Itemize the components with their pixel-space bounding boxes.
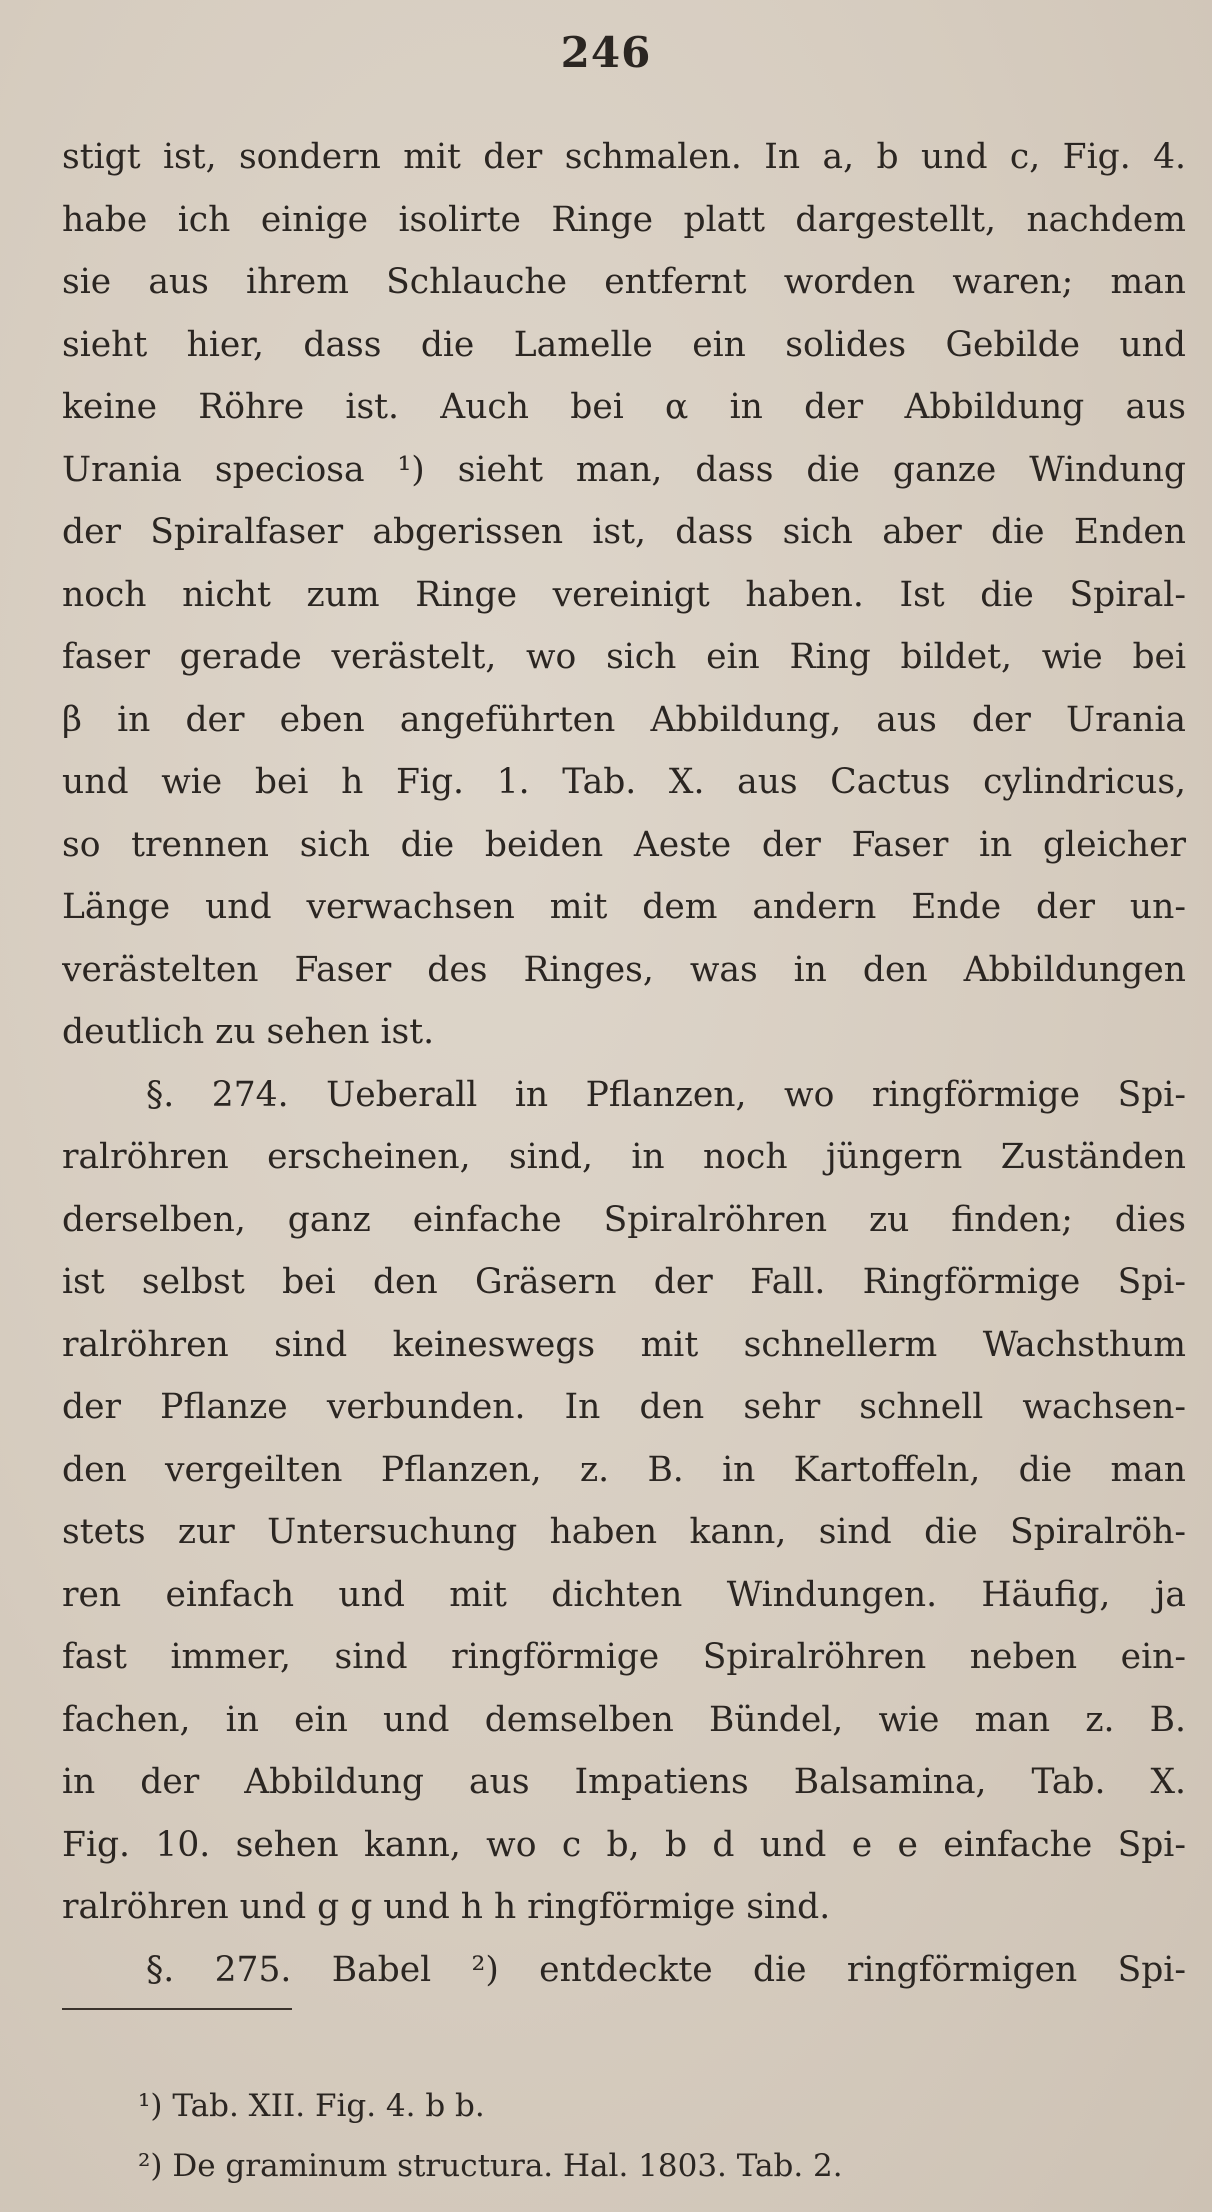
text-line: habe ich einige isolirte Ringe platt dargestellt, nachdem — [62, 199, 1186, 240]
text-line: fast immer, sind ringförmige Spiralröhren neben ein- — [62, 1637, 1186, 1677]
text-line: den vergeilten Pflanzen, z. B. in Kartoffeln, die man — [62, 1449, 1186, 1490]
text-line: fachen, in ein und demselben Bündel, wie man z. B. — [62, 1699, 1186, 1740]
text-line: in der Abbildung aus Impatiens Balsamina, Tab. X. — [62, 1762, 1186, 1802]
footnotes — [138, 2076, 1138, 2196]
text-line: ren einfach und mit dichten Windungen. Häufig, ja — [62, 1574, 1186, 1615]
footnote-divider — [62, 2008, 292, 2010]
text-line: sieht hier, dass die Lamelle ein solides Gebilde und — [62, 324, 1186, 365]
text-line: sie aus ihrem Schlauche entfernt worden waren; man — [62, 262, 1186, 302]
text-line: noch nicht zum Ringe vereinigt haben. Ist die Spiral- — [62, 574, 1186, 615]
page-number: 246 — [560, 28, 652, 77]
text-line: ralröhren sind keineswegs mit schnellerm Wachsthum — [62, 1324, 1186, 1365]
text-line: ralröhren erscheinen, sind, in noch jüngern Zuständen — [62, 1137, 1186, 1177]
text-line: und wie bei h Fig. 1. Tab. X. aus Cactus cylindricus, — [62, 762, 1186, 802]
text-line: Fig. 10. sehen kann, wo c b, b d und e e einfache Spi- — [62, 1824, 1186, 1865]
text-line: Länge und verwachsen mit dem andern Ende der un- — [62, 887, 1186, 927]
text-line: ist selbst bei den Gräsern der Fall. Ringförmige Spi- — [62, 1262, 1186, 1302]
text-line: β in der eben angeführten Abbildung, aus der Urania — [62, 699, 1186, 740]
text-line: verästelten Faser des Ringes, was in den Abbildungen — [62, 949, 1186, 990]
text-line: der Spiralfaser abgerissen ist, dass sich aber die Enden — [62, 512, 1186, 552]
text-line: der Pflanze verbunden. In den sehr schnell wachsen- — [62, 1387, 1186, 1427]
paragraph-end-line: deutlich zu sehen ist. — [62, 1012, 435, 1052]
text-line: derselben, ganz einfache Spiralröhren zu finden; dies — [62, 1199, 1186, 1240]
text-line: faser gerade verästelt, wo sich ein Ring bildet, wie bei — [62, 637, 1186, 677]
section-275-heading-line: §. 275. Babel ²) entdeckte die ringförmigen Spi- — [146, 1949, 1186, 1990]
text-line: keine Röhre ist. Auch bei α in der Abbildung aus — [62, 387, 1186, 427]
body-text — [62, 126, 1186, 2001]
paragraph-end-line: ralröhren und g g und h h ringförmige sind. — [62, 1887, 831, 1927]
footnote-2: ²) De graminum structura. Hal. 1803. Tab. 2. — [138, 2148, 843, 2184]
section-274-heading-line: §. 274. Ueberall in Pflanzen, wo ringförmige Spi- — [146, 1074, 1186, 1115]
text-line: stigt ist, sondern mit der schmalen. In a, b und c, Fig. 4. — [62, 137, 1186, 177]
footnote-1: ¹) Tab. XII. Fig. 4. b b. — [138, 2088, 485, 2124]
text-line: stets zur Untersuchung haben kann, sind die Spiralröh- — [62, 1512, 1186, 1552]
text-line: Urania speciosa ¹) sieht man, dass die ganze Windung — [62, 449, 1186, 490]
text-line: so trennen sich die beiden Aeste der Faser in gleicher — [62, 824, 1186, 865]
